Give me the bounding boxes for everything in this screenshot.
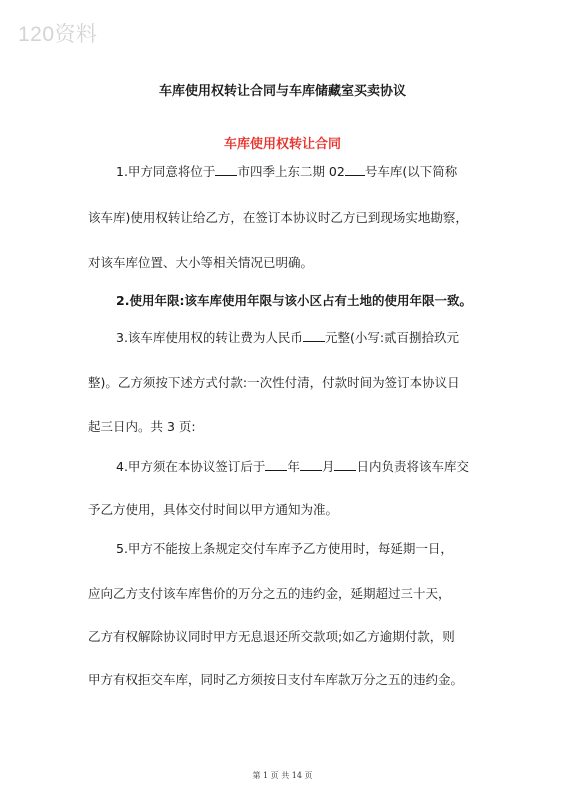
para1-line2: 该车库)使用权转让给乙方，在签订本协议时乙方已到现场实地勘察， xyxy=(88,210,468,225)
blank-field xyxy=(334,458,356,471)
para5-line3: 乙方有权解除协议同时甲方无息退还所交款项;如乙方逾期付款，则 xyxy=(88,629,455,644)
document-title: 车库使用权转让合同与车库储藏室买卖协议 xyxy=(158,84,406,99)
watermark-logo: 120资料 xyxy=(18,23,98,46)
page-number-footer: 第 1 页 共 14 页 xyxy=(252,771,313,780)
para1-line3: 对该车库位置、大小等相关情况已明确。 xyxy=(88,255,314,270)
blank-field xyxy=(300,458,322,471)
para3-line3: 起三日内。共 3 页: xyxy=(88,419,196,434)
para3-line1: 3.该车库使用权的转让费为人民币 元整(小写:贰百捌拾玖元 xyxy=(116,330,460,345)
para4-line1: 4.甲方须在本协议签订后于 年 月 日内负责将该车库交 xyxy=(116,459,469,474)
para5-line2: 应向乙方支付该车库售价的万分之五的违约金，延期超过三十天， xyxy=(88,586,451,601)
blank-field xyxy=(345,163,365,176)
para1-line1: 1.甲方同意将位于 市四季上东二期 02 号车库(以下简称 xyxy=(116,164,458,179)
para5-line1: 5.甲方不能按上条规定交付车库予乙方使用时，每延期一日， xyxy=(116,541,453,556)
para3-line2: 整)。乙方须按下述方式付款:一次性付清，付款时间为签订本协议日 xyxy=(88,375,460,390)
para4-line2: 予乙方使用，具体交付时间以甲方通知为准。 xyxy=(88,502,339,517)
para2-line1: 2.使用年限:该车库使用年限与该小区占有土地的使用年限一致。 xyxy=(116,293,472,308)
section-title: 车库使用权转让合同 xyxy=(223,137,341,152)
blank-field xyxy=(265,458,287,471)
blank-field xyxy=(215,163,237,176)
para5-line4: 甲方有权拒交车库，同时乙方须按日支付车库款万分之五的违约金。 xyxy=(88,672,464,687)
blank-field xyxy=(303,329,325,342)
